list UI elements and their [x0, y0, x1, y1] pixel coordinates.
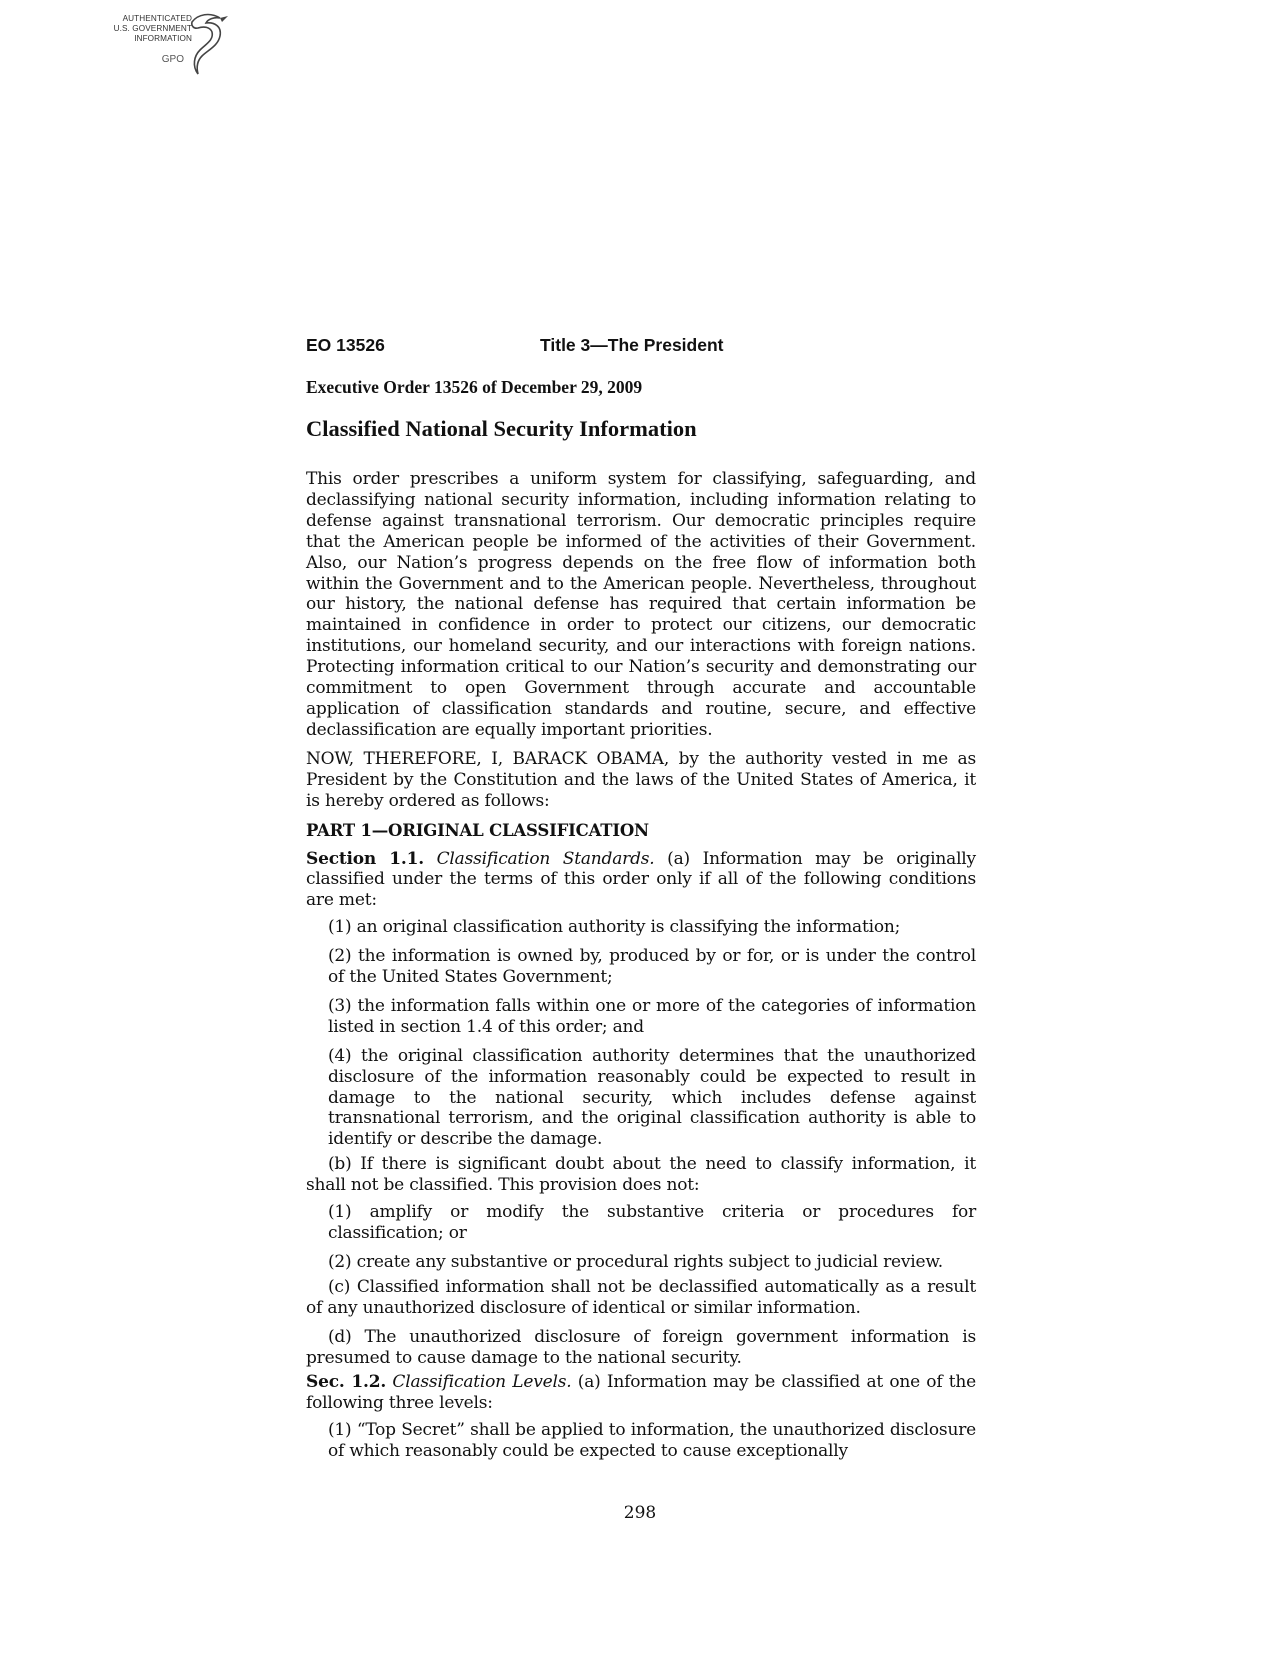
section-1-1-name: Classification Standards. — [436, 848, 655, 869]
section-1-1-text: (a) Information may be originally classified under the terms of this order only if all of the following conditions are met: — [306, 848, 976, 911]
seal-gpo-mark: GPO — [161, 54, 184, 65]
list-item: (3) the information falls within one or more of the categories of information listed in section 1.4 of this order; and — [328, 995, 976, 1037]
section-1-2-number: Sec. 1.2. — [306, 1372, 387, 1393]
section-1-1-c: (c) Classified information shall not be declassified automatically as a result of any unauthorized disclosure of identical or similar information. — [306, 1276, 976, 1318]
list-item: (4) the original classification authority determines that the unauthorized disclosure of the information reasonably could be expected to result in damage to the national security, which includes defense against transnational terrorism, and the original classification authority is able to identify or describe the damage. — [328, 1045, 976, 1150]
section-1-2-name: Classification Levels. — [392, 1372, 572, 1393]
now-therefore-paragraph: NOW, THEREFORE, I, BARACK OBAMA, by the authority vested in me as President by the Constitution and the laws of the United States of America, it is hereby ordered as follows: — [306, 748, 976, 811]
gpo-authentication-seal — [92, 10, 232, 80]
section-1-1-d: (d) The unauthorized disclosure of foreign government information is presumed to cause damage to the national security. — [306, 1326, 976, 1368]
section-1-1-b: (b) If there is significant doubt about the need to classify information, it shall not be classified. This provision does not: — [306, 1154, 976, 1196]
list-item: (2) the information is owned by, produced by or for, or is under the control of the United States Government; — [328, 946, 976, 988]
list-item: (2) create any substantive or procedural rights subject to judicial review. — [328, 1251, 943, 1272]
section-1-2-text: (a) Information may be classified at one of the following three levels: — [306, 1372, 976, 1414]
eagle-icon — [184, 10, 230, 82]
list-item: (1) amplify or modify the substantive criteria or procedures for classification; or — [328, 1202, 976, 1243]
seal-line-2: U.S. GOVERNMENT — [113, 24, 192, 33]
part-1-heading: PART 1—ORIGINAL CLASSIFICATION — [306, 820, 649, 840]
seal-line-3: INFORMATION — [134, 34, 192, 43]
document-title: Classified National Security Information — [306, 416, 697, 441]
seal-line-1: AUTHENTICATED — [122, 14, 192, 23]
document-page — [306, 335, 976, 1462]
section-1-2-paragraph — [306, 1372, 976, 1414]
eo-number: EO 13526 — [306, 335, 385, 355]
intro-paragraph: This order prescribes a uniform system for classifying, safeguarding, and declassifying national security information, including information relating to defense against transnational terrorism. Our democratic principles require that the American people be informed of the activities of their Government. Also, our Nation’s progress depends on the free flow of information both within the Government and to the American people. Nevertheless, throughout our history, the national defense has required that certain information be maintained in confidence in order to protect our citizens, our democratic institutions, our homeland security, and our interactions with foreign nations. Protecting information critical to our Nation’s security and demonstrating our commitment to open Government through accurate and accountable application of classification standards and routine, secure, and effective declassification are equally important priorities. — [306, 469, 976, 740]
list-item: (1) an original classification authority is classifying the information; — [328, 917, 901, 938]
seal-text — [92, 14, 192, 44]
running-head — [306, 335, 976, 359]
section-1-1-number: Section 1.1. — [306, 848, 424, 869]
section-1-1-paragraph — [306, 849, 976, 912]
page-number: 298 — [623, 1503, 657, 1523]
order-line: Executive Order 13526 of December 29, 2009 — [306, 377, 643, 397]
list-item: (1) “Top Secret” shall be applied to information, the unauthorized disclosure of which reasonably could be expected to cause exceptionally — [328, 1420, 976, 1462]
title-3-heading: Title 3—The President — [540, 335, 724, 355]
